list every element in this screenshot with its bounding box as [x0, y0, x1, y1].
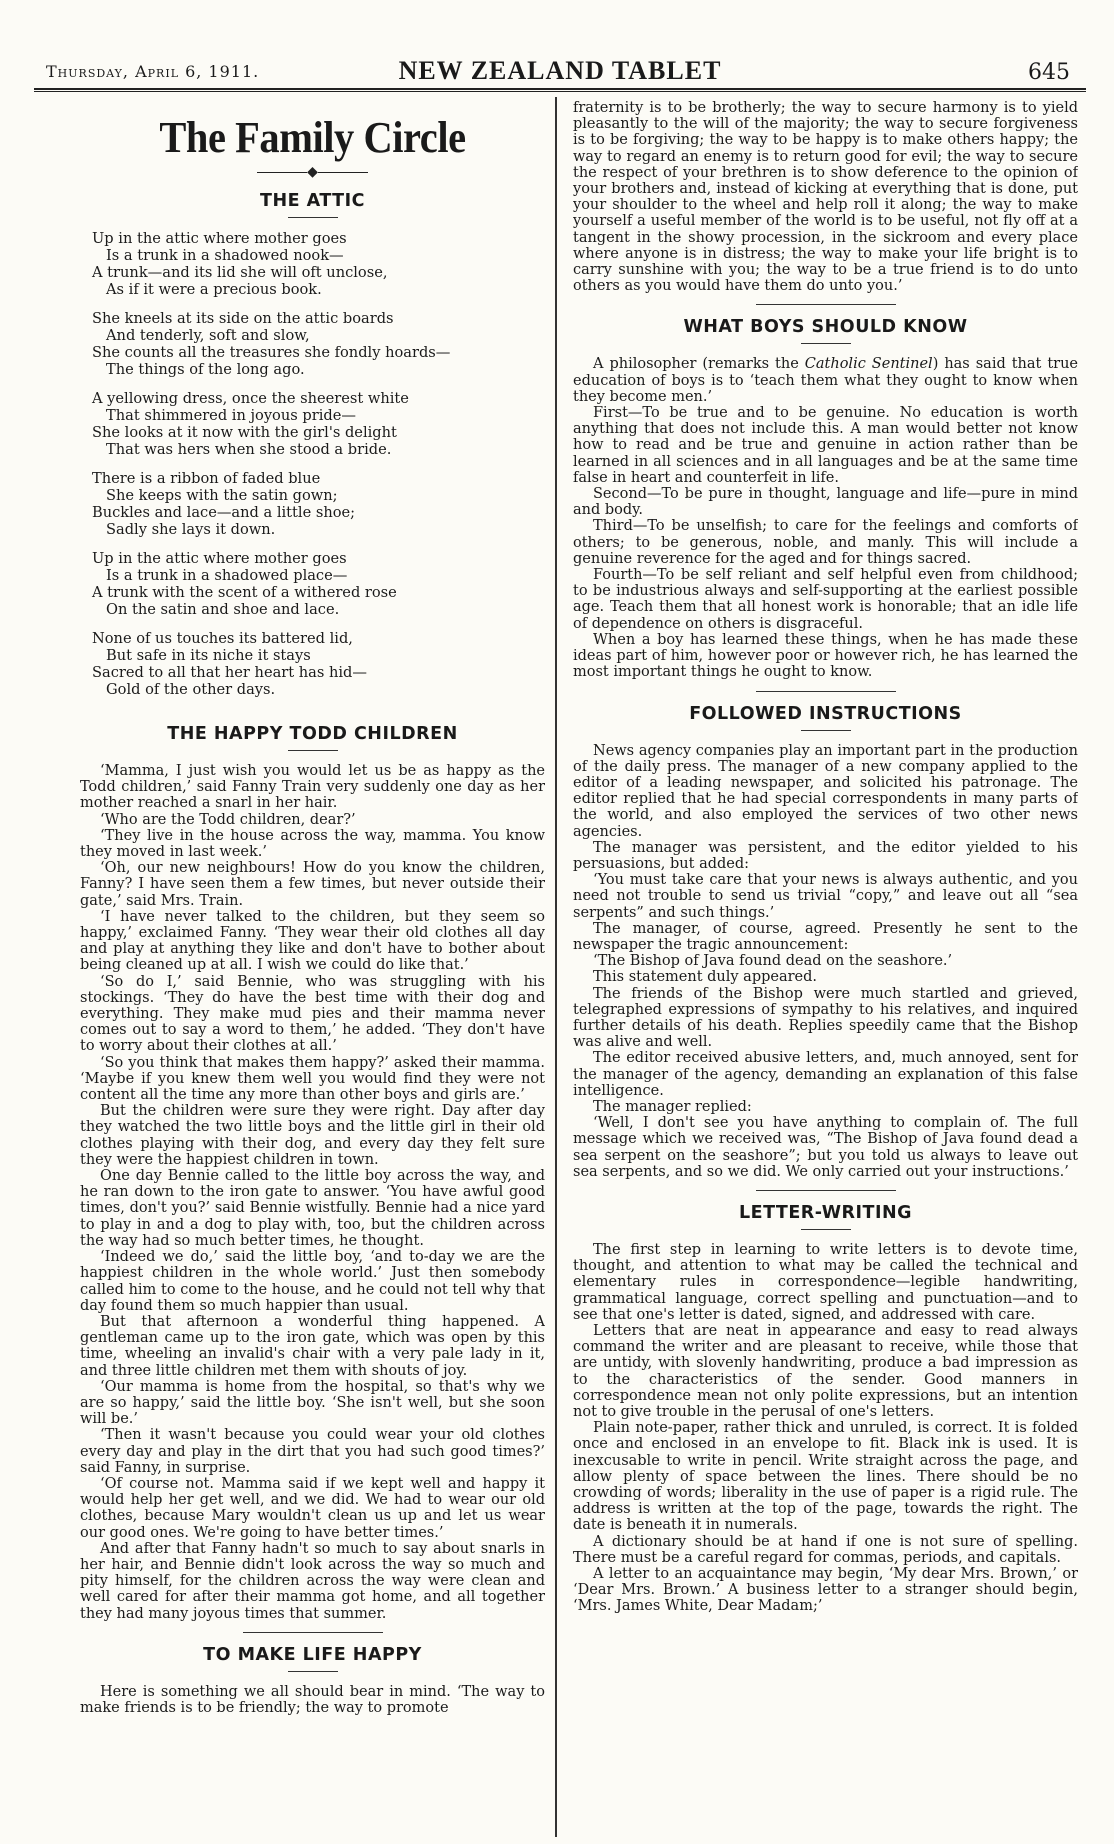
- paragraph: ‘They live in the house across the way, mamma. You know they moved in last week.’: [80, 827, 545, 861]
- poem-line: She counts all the treasures she fondly hoards—: [92, 344, 451, 361]
- newspaper-title: NEW ZEALAND TABLET: [398, 56, 722, 85]
- poem-line: Sadly she lays it down.: [106, 521, 276, 538]
- poem-line: Gold of the other days.: [106, 681, 276, 698]
- title-rule: [288, 750, 338, 751]
- title-rule: [801, 343, 851, 344]
- article-title-letter: LETTER-WRITING: [738, 1202, 913, 1223]
- poem-line: That shimmered in joyous pride—: [106, 407, 356, 424]
- poem-line: On the satin and shoe and lace.: [106, 601, 340, 618]
- article-end-rule: [756, 304, 896, 305]
- article-end-rule: [756, 1190, 896, 1191]
- poem-line: Buckles and lace—and a little shoe;: [92, 504, 356, 521]
- poem-line: That was hers when she stood a bride.: [106, 441, 392, 458]
- poem-line: There is a ribbon of faded blue: [92, 470, 321, 487]
- paragraph: ‘Well, I don't see you have anything to complain of. The full message which we received was, “The Bishop of Java found dead a sea serpent on the seashore”; but you told us always to leave out sea serpents, and so we did. We only carried out your instructions.’: [573, 1115, 1078, 1180]
- article-body-boys: [573, 405, 1078, 680]
- poem-line: None of us touches its battered lid,: [92, 630, 353, 647]
- left-column: [80, 100, 545, 1716]
- paragraph: ‘So you think that makes them happy?’ asked their mamma. ‘Maybe if you knew them well you would find they were not content all the time any more than other boys and girls are.’: [80, 1054, 545, 1104]
- right-column: [573, 100, 1078, 1615]
- article-body-letter: [573, 1242, 1078, 1615]
- paragraph: But that afternoon a wonderful thing happened. A gentleman came up to the iron gate, which was open by this time, wheeling an invalid's chair with a very pale lady in it, and three little children met them with shouts of joy.: [80, 1313, 545, 1379]
- poem-line: She looks at it now with the girl's delight: [92, 424, 397, 441]
- article-title-todd: THE HAPPY TODD CHILDREN: [167, 724, 458, 744]
- poem-attic: [92, 230, 545, 698]
- paragraph: The manager replied:: [593, 1098, 752, 1115]
- paragraph: The editor received abusive letters, and, much annoyed, sent for the manager of the agency, demanding an explanation of this false intelligence.: [573, 1050, 1078, 1099]
- paragraph: ‘So do I,’ said Bennie, who was struggling with his stockings. ‘They do have the best time with their dog and everything. They make mud pies and their mamma never comes out to say a word to them,’ he added. ‘They don't have to worry about their clothes at all.’: [80, 973, 545, 1055]
- paragraph: ‘Then it wasn't because you could wear your old clothes every day and play in the dirt that you had such good times?’ said Fanny, in surprise.: [80, 1427, 545, 1476]
- paragraph: First—To be true and to be genuine. No education is worth anything that does not include this. A man would better not know how to read and be true and genuine in action rather than be learned in all sciences and in all languages and be at the same time false in heart and counterfeit in life.: [573, 405, 1078, 486]
- paragraph: A letter to an acquaintance may begin, ‘My dear Mrs. Brown,’ or ‘Dear Mrs. Brown.’ A business letter to a stranger should begin, ‘Mrs. James White, Dear Madam;’: [573, 1566, 1078, 1615]
- page-header: [34, 56, 1086, 86]
- section-heading: The Family Circle: [159, 113, 466, 162]
- article-end-rule: [243, 1632, 383, 1633]
- paragraph: A dictionary should be at hand if one is not sure of spelling. There must be a careful regard for commas, periods, and capitals.: [573, 1533, 1078, 1566]
- paragraph: ‘Our mamma is home from the hospital, so that's why we are so happy,’ said the little boy. ‘She isn't well, but she soon will be.’: [80, 1378, 545, 1428]
- paragraph: But the children were sure they were right. Day after day they watched the two little boys and the little girl in their old clothes playing with their dog, and every day they felt sure they were the happiest children in town.: [80, 1103, 545, 1168]
- paragraph: ‘You must take care that your news is always authentic, and you need not trouble to send us trivial “copy,” and leave out all “sea serpents” and such things.’: [573, 872, 1078, 921]
- article-body-todd: [80, 763, 545, 1622]
- paragraph: ‘Mamma, I just wish you would let us be as happy as the Todd children,’ said Fanny Train very suddenly one day as her mother reached a snarl in her hair.: [80, 763, 545, 812]
- paragraph: News agency companies play an important part in the production of the daily press. The manager of a new company applied to the editor of a leading newspaper, and solicited his patronage. The editor replied that he had special correspondents in many parts of the world, and also employed the services of two other news agencies.: [573, 742, 1078, 840]
- paragraph: ‘Oh, our new neighbours! How do you know the children, Fanny? I have seen them a few times, but never outside their gate,’ said Mrs. Train.: [80, 860, 545, 909]
- paragraph: Fourth—To be self reliant and self helpful even from childhood; to be industrious always and self-supporting at the earliest possible age. Teach them that all honest work is honorable; that an idle life of dependence on others is disgraceful.: [573, 567, 1078, 632]
- poem-line: Is a trunk in a shadowed nook—: [106, 247, 344, 264]
- paragraph: One day Bennie called to the little boy across the way, and he ran down to the iron gate to answer. ‘You have awful good times, don't you?’ said Bennie wistfully. Bennie had a nice yard to play in and a dog to play with, too, but the children across the way had so much better times, he thought.: [80, 1168, 545, 1249]
- paragraph: Second—To be pure in thought, language and life—pure in mind and body.: [573, 486, 1078, 519]
- poem-line: She kneels at its side on the attic boards: [92, 310, 394, 327]
- poem-line: A yellowing dress, once the sheerest white: [92, 390, 409, 407]
- paragraph: ‘Indeed we do,’ said the little boy, ‘and to-day we are the happiest children in the whole world.’ Just then somebody called him to come to the house, and he could not tell why that day found them so much happier than usual.: [80, 1249, 545, 1314]
- article-title-followed: FOLLOWED INSTRUCTIONS: [689, 703, 962, 724]
- paragraph: ‘I have never talked to the children, but they seem so happy,’ exclaimed Fanny. ‘They wear their old clothes all day and play at anything they like and don't have to bother about being cleaned up at all. I wish we could do like that.’: [80, 908, 545, 974]
- paragraph: ‘Of course not. Mamma said if we kept well and happy it would help her get well, and we did. We had to wear our old clothes, because Mary wouldn't clean us up and let us wear our good ones. We're going to have better times.’: [80, 1475, 545, 1541]
- paragraph: The friends of the Bishop were much startled and grieved, telegraphed expressions of sympathy to his relatives, and inquired further details of his death. Replies speedily came that the Bishop was alive and well.: [573, 985, 1078, 1051]
- paragraph: The first step in learning to write letters is to devote time, thought, and attention to what may be called the technical and elementary rules in correspondence—legible handwriting, grammatical language, correct spelling and punctuation—and to see that one's letter is dated, signed, and addressed with care.: [573, 1241, 1078, 1323]
- paragraph: Plain note-paper, rather thick and unruled, is correct. It is folded once and enclosed in an envelope to fit. Black ink is used. It is inexcusable to write in pencil. Write straight across the page, and allow plenty of space between the lines. There should be no crowding of words; liberality in the use of paper is a rigid rule. The address is written at the top of the page, towards the right. The date is beneath it in numerals.: [573, 1420, 1078, 1534]
- poem-line: As if it were a precious book.: [106, 281, 322, 298]
- paragraph: And after that Fanny hadn't so much to say about snarls in her hair, and Bennie didn't look across the way so much and pity himself, for the children across the way were clean and well cared for after their mamma got home, and all together they had many joyous times that summer.: [80, 1540, 545, 1622]
- article-body-followed: [573, 743, 1078, 1180]
- header-date: Thursday, April 6, 1911.: [46, 62, 260, 81]
- poem-line: The things of the long ago.: [106, 361, 305, 378]
- paragraph: When a boy has learned these things, when he has made these ideas part of him, however poor or however rich, he has learned the most important things he ought to know.: [573, 631, 1078, 681]
- stanza: [92, 390, 545, 458]
- stanza: [92, 630, 545, 698]
- article-title-attic: THE ATTIC: [260, 191, 365, 211]
- ornament-divider: ◆: [80, 165, 545, 179]
- title-rule: [288, 1671, 338, 1672]
- stanza: [92, 550, 545, 618]
- paragraph: This statement duly appeared.: [593, 969, 818, 986]
- poem-line: And tenderly, soft and slow,: [106, 327, 310, 344]
- poem-line: She keeps with the satin gown;: [106, 487, 338, 504]
- paragraph: The manager, of course, agreed. Presently he sent to the newspaper the tragic announcement:: [573, 920, 1078, 953]
- header-rule: [34, 88, 1086, 92]
- poem-line: Up in the attic where mother goes: [92, 230, 347, 247]
- poem-line: Up in the attic where mother goes: [92, 550, 347, 567]
- paragraph: Letters that are neat in appearance and easy to read always command the writer and are pleasant to receive, while those that are untidy, with slovenly handwriting, produce a bad impression as to the characteristics of the sender. Good manners in correspondence mean not only polite expressions, but an intention not to give trouble in the perusal of one's letters.: [573, 1323, 1078, 1421]
- article-body-life-happy: [80, 1684, 545, 1716]
- stanza: [92, 230, 545, 298]
- article-end-rule: [756, 691, 896, 692]
- poem-line: But safe in its niche it stays: [106, 647, 311, 664]
- column-divider: [555, 97, 557, 1837]
- continuation-paragraph: fraternity is to be brotherly; the way to secure harmony is to yield pleasantly to the will of the majority; the way to secure forgiveness is to be forgiving; the way to be happy is to make others happy; the way to regard an enemy is to return good for evil; the way to secure the respect of your brethren is to show deference to the opinion of your brothers and, instead of kicking at everything that is done, put your shoulder to the wheel and help roll it along; the way to make yourself a useful member of the world is to be useful, not fly off at a tangent in the showy procession, in the sickroom and every place where anyone is in distress; the way to make your life bright is to carry sunshine with you; the way to be a true friend is to do unto others as you would have them do unto you.’: [573, 100, 1078, 295]
- page-number: 645: [1028, 60, 1070, 85]
- paragraph: The manager was persistent, and the editor yielded to his persuasions, but added:: [573, 839, 1078, 872]
- stanza: [92, 470, 545, 538]
- paragraph: Third—To be unselfish; to care for the feelings and comforts of others; to be generous, noble, and manly. This will include a genuine reverence for the aged and for things sacred.: [573, 518, 1078, 567]
- title-rule: [801, 1229, 851, 1230]
- paragraph: ‘Who are the Todd children, dear?’: [100, 811, 356, 828]
- boys-intro: A philosopher (remarks the Catholic Sentinel) has said that true education of boys is to ‘teach them what they ought to know when they become men.’: [573, 356, 1078, 405]
- poem-line: A trunk—and its lid she will oft unclose,: [92, 264, 388, 281]
- title-rule: [288, 217, 338, 218]
- stanza: [92, 310, 545, 378]
- publication-name: Catholic Sentinel: [804, 356, 933, 373]
- poem-line: Is a trunk in a shadowed place—: [106, 567, 348, 584]
- article-title-life-happy: TO MAKE LIFE HAPPY: [203, 1644, 422, 1665]
- paragraph: Here is something we all should bear in mind. ‘The way to make friends is to be friendly; the way to promote: [80, 1683, 545, 1716]
- title-rule: [801, 730, 851, 731]
- poem-line: Sacred to all that her heart has hid—: [92, 664, 367, 681]
- paragraph: ‘The Bishop of Java found dead on the seashore.’: [593, 953, 953, 970]
- poem-line: A trunk with the scent of a withered rose: [92, 584, 397, 601]
- article-title-boys: WHAT BOYS SHOULD KNOW: [683, 317, 968, 338]
